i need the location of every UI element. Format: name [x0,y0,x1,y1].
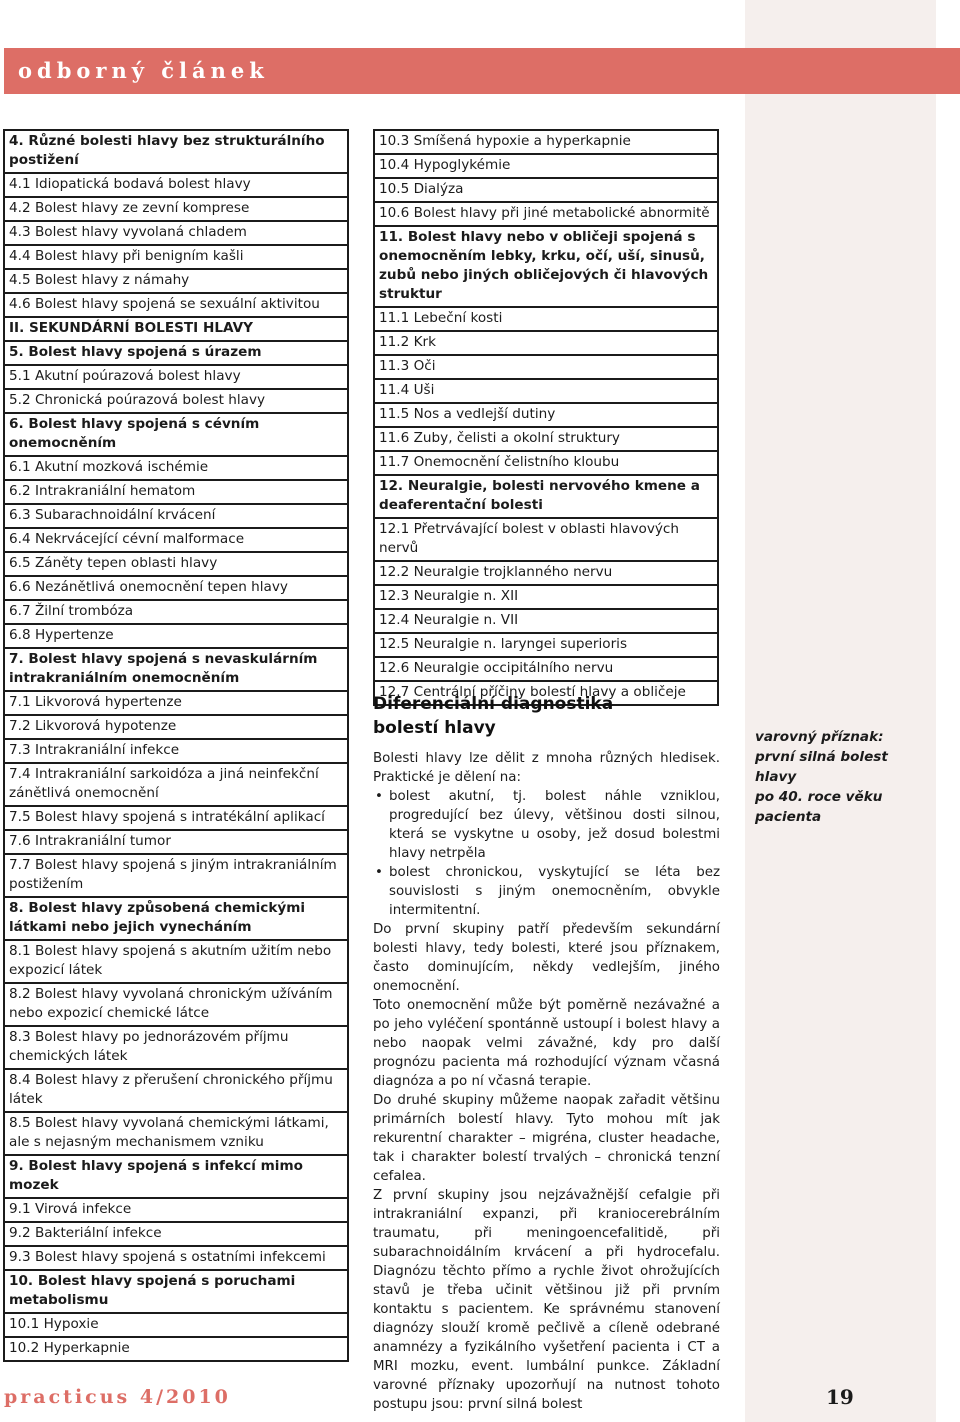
pullquote-line: po 40. roce věku [755,789,883,805]
section-banner [4,48,960,94]
table-cell: 10.4 Hypoglykémie [374,154,718,178]
table-cell: 10.1 Hypoxie [4,1313,348,1337]
list-item [373,787,720,863]
bullet-text: bolest chronickou, vyskytující se léta bez souvislosti s jiným onemocněním, obvykle intermitentní. [389,865,720,918]
table-row [4,389,348,413]
table-row [4,528,348,552]
table-row [374,202,718,226]
table-cell: 11.1 Lebeční kosti [374,307,718,331]
table-cell: 6.6 Nezánětlivá onemocnění tepen hlavy [4,576,348,600]
table-cell: 12.1 Přetrvávající bolest v oblasti hlavových nervů [374,518,718,561]
table-row [374,331,718,355]
classification-table-left [3,129,349,1362]
table-row [374,633,718,657]
table-cell: 4.5 Bolest hlavy z námahy [4,269,348,293]
table-cell: 7.3 Intrakraniální infekce [4,739,348,763]
table-cell: 10.5 Dialýza [374,178,718,202]
table-cell: 7.6 Intrakraniální tumor [4,830,348,854]
article-paragraph: Toto onemocnění může být poměrně nezávažné a po jeho vyléčení spontánně ustoupí i bolest hlavy a nebo naopak velmi závažné, kdy pro další prognózu pacienta má rozhodující význam včasná diagnóza a po ní včasná terapie. [373,998,720,1089]
table-row [374,226,718,307]
article-heading-line1: Diferenciální diagnostika [373,694,614,714]
list-item [373,863,720,920]
table-row [4,648,348,691]
table-row [4,245,348,269]
table-cell: 10.6 Bolest hlavy při jiné metabolické abnormitě [374,202,718,226]
table-row [4,1155,348,1198]
table-cell: 10.3 Smíšená hypoxie a hyperkapnie [374,130,718,154]
table-row [4,1313,348,1337]
bullet-list [373,787,720,920]
table-row [374,609,718,633]
sidebar-background [745,0,936,1422]
table-row [4,830,348,854]
table-category-cell: 5. Bolest hlavy spojená s úrazem [4,341,348,365]
table-row [4,691,348,715]
table-cell: 5.1 Akutní poúrazová bolest hlavy [4,365,348,389]
table-row [374,355,718,379]
table-category-cell: 12. Neuralgie, bolesti nervového kmene a deaferentační bolesti [374,475,718,518]
table-row [374,130,718,154]
table-row [4,341,348,365]
table-cell: 7.4 Intrakraniální sarkoidóza a jiná neinfekční zánětlivá onemocnění [4,763,348,806]
table-row [4,940,348,983]
pullquote-line: první silná bolest hlavy [755,749,888,785]
pullquote [755,727,931,827]
table-row [4,221,348,245]
pullquote-line: pacienta [755,809,822,825]
table-row [4,1198,348,1222]
table-row [4,1026,348,1069]
table-row [4,1069,348,1112]
table-cell: 8.4 Bolest hlavy z přerušení chronického příjmu látek [4,1069,348,1112]
table-row [4,576,348,600]
table-row [4,504,348,528]
table-cell: 8.3 Bolest hlavy po jednorázovém příjmu chemických látek [4,1026,348,1069]
article-paragraph: Do první skupiny patří především sekundární bolesti hlavy, tedy bolesti, které jsou příznakem, často dominujícím, někdy vedlejším, jiného onemocnění. [373,922,720,994]
table-row [4,1112,348,1155]
journal-issue: practicus 4/2010 [4,1386,231,1408]
table-row [4,413,348,456]
table-row [4,1222,348,1246]
table-row [4,806,348,830]
table-cell: 11.2 Krk [374,331,718,355]
table-cell: 8.1 Bolest hlavy spojená s akutním užitím nebo expozicí látek [4,940,348,983]
table-row [4,130,348,173]
table-row [374,403,718,427]
table-cell: 11.4 Uši [374,379,718,403]
table-cell: 6.1 Akutní mozková ischémie [4,456,348,480]
table-row [4,317,348,341]
table-cell: 6.4 Nekrvácející cévní malformace [4,528,348,552]
table-row [4,269,348,293]
table-row [4,897,348,940]
table-cell: 9.3 Bolest hlavy spojená s ostatními infekcemi [4,1246,348,1270]
classification-table-right [373,129,719,706]
table-cell: 9.2 Bakteriální infekce [4,1222,348,1246]
table-row [4,715,348,739]
table-row [374,154,718,178]
table-cell: 8.2 Bolest hlavy vyvolaná chronickým užíváním nebo expozicí chemické látce [4,983,348,1026]
page-number: 19 [826,1385,854,1409]
table-cell: 8.5 Bolest hlavy vyvolaná chemickými látkami, ale s nejasným mechanismem vzniku [4,1112,348,1155]
article-body [373,692,720,1414]
table-row [374,518,718,561]
table-category-cell: 4. Různé bolesti hlavy bez strukturálního postižení [4,130,348,173]
table-row [4,197,348,221]
section-title: odborný článek [18,58,269,83]
table-cell: 12.5 Neuralgie n. laryngei superioris [374,633,718,657]
table-cell: 5.2 Chronická poúrazová bolest hlavy [4,389,348,413]
article-heading-line2: bolestí hlavy [373,718,496,738]
table-cell: 6.7 Žilní trombóza [4,600,348,624]
table-cell: 4.4 Bolest hlavy při benigním kašli [4,245,348,269]
table-cell: 7.1 Likvorová hypertenze [4,691,348,715]
table-row [374,475,718,518]
table-cell: 7.5 Bolest hlavy spojená s intratékální aplikací [4,806,348,830]
table-row [4,763,348,806]
table-row [4,854,348,897]
table-row [4,1337,348,1361]
table-cell: 6.3 Subarachnoidální krvácení [4,504,348,528]
table-category-cell: 8. Bolest hlavy způsobená chemickými látkami nebo jejich vynecháním [4,897,348,940]
table-cell: 6.5 Záněty tepen oblasti hlavy [4,552,348,576]
bullet-text: bolest akutní, tj. bolest náhle vzniklou, progredující bez úlevy, většinou dosti silnou, která se vyskytne u osoby, jež dosud bolestmi hlavy netrpěla [389,789,720,861]
table-cell: 6.2 Intrakraniální hematom [4,480,348,504]
table-row [4,173,348,197]
table-row [374,451,718,475]
table-row [4,456,348,480]
page-margin-strip [936,0,960,1422]
article-paragraph: Z první skupiny jsou nejzávažnější cefalgie při intrakraniální expanzi, při kraniocerebrálním traumatu, při meningoencefalitidě, při subarachnoidálním krvácení a při hydrocefalu. Diagnózu těchto přímo a rychle život ohrožujících stavů je třeba učinit většinou již při prvním kontaktu s pacientem. Ke správnému stanovení diagnózy slouží kromě pečlivě a cíleně odebrané anamnézy a fyzikálního vyšetření pacienta i CT a MRI mozku, event. lumbální punkce. Základní varovné příznaky upozorňují na nutnost tohoto postupu jsou: první silná bolest [373,1188,720,1412]
table-category-cell: 9. Bolest hlavy spojená s infekcí mimo mozek [4,1155,348,1198]
table-cell: 4.1 Idiopatická bodavá bolest hlavy [4,173,348,197]
table-cell: 11.6 Zuby, čelisti a okolní struktury [374,427,718,451]
table-category-cell: II. SEKUNDÁRNÍ BOLESTI HLAVY [4,317,348,341]
table-row [374,585,718,609]
table-row [4,983,348,1026]
table-cell: 4.6 Bolest hlavy spojená se sexuální aktivitou [4,293,348,317]
table-row [374,561,718,585]
table-cell: 12.2 Neuralgie trojklanného nervu [374,561,718,585]
table-row [374,307,718,331]
article-paragraph: Do druhé skupiny můžeme naopak zařadit většinu primárních bolestí hlavy. Tyto mohou mít jak rekurentní charakter – migréna, cluster headache, tak i charakter bolestí trvalých – chronická tenzní cefalea. [373,1093,720,1184]
table-cell: 4.3 Bolest hlavy vyvolaná chladem [4,221,348,245]
table-cell: 6.8 Hypertenze [4,624,348,648]
table-cell: 10.2 Hyperkapnie [4,1337,348,1361]
table-cell: 4.2 Bolest hlavy ze zevní komprese [4,197,348,221]
table-row [374,178,718,202]
table-cell: 12.3 Neuralgie n. XII [374,585,718,609]
table-category-cell: 6. Bolest hlavy spojená s cévním onemocněním [4,413,348,456]
table-cell: 9.1 Virová infekce [4,1198,348,1222]
table-row [4,624,348,648]
table-cell: 7.7 Bolest hlavy spojená s jiným intrakraniálním postižením [4,854,348,897]
table-cell: 12.7 Centrální příčiny bolestí hlavy a obličeje [374,681,718,705]
table-row [4,552,348,576]
table-row [374,657,718,681]
table-cell: 11.7 Onemocnění čelistního kloubu [374,451,718,475]
table-category-cell: 7. Bolest hlavy spojená s nevaskulárním intrakraniálním onemocněním [4,648,348,691]
table-row [374,379,718,403]
table-row [4,739,348,763]
bullet-icon: • [375,865,383,880]
table-category-cell: 10. Bolest hlavy spojená s poruchami metabolismu [4,1270,348,1313]
table-row [4,480,348,504]
table-cell: 11.5 Nos a vedlejší dutiny [374,403,718,427]
table-row [4,365,348,389]
table-row [4,1246,348,1270]
table-category-cell: 11. Bolest hlavy nebo v obličeji spojená s onemocněním lebky, krku, očí, uší, sinusů, zubů nebo jiných obličejových či hlavových struktur [374,226,718,307]
table-cell: 7.2 Likvorová hypotenze [4,715,348,739]
table-row [4,600,348,624]
table-cell: 12.6 Neuralgie occipitálního nervu [374,657,718,681]
table-cell: 11.3 Oči [374,355,718,379]
table-cell: 12.4 Neuralgie n. VII [374,609,718,633]
table-row [4,293,348,317]
table-row [374,427,718,451]
table-row [4,1270,348,1313]
pullquote-line: varovný příznak: [755,729,884,745]
bullet-icon: • [375,789,383,804]
article-heading [373,692,720,740]
article-intro: Bolesti hlavy lze dělit z mnoha různých hledisek. Praktické je dělení na: [373,751,720,785]
